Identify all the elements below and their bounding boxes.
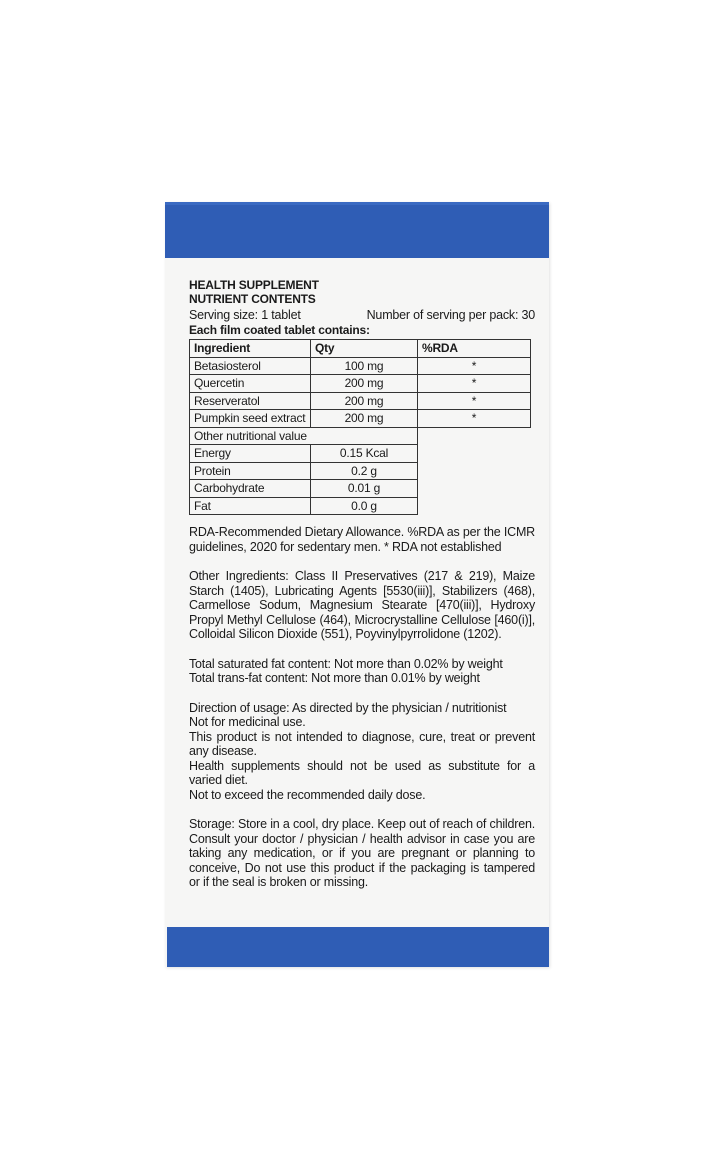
table-row-other-label [190,427,531,445]
other-nutritional-label: Other nutritional value [190,427,418,445]
table-row [190,480,531,498]
rda-note: RDA-Recommended Dietary Allowance. %RDA as per the ICMR guidelines, 2020 for sedentary men. * RDA not established [189,525,535,554]
nutrient-table [189,339,531,515]
ingredient-rda: * [418,375,531,393]
ingredient-qty: 200 mg [311,392,418,410]
nutrition-qty: 0.2 g [311,462,418,480]
ingredient-name: Quercetin [190,375,311,393]
nutrition-name: Energy [190,445,311,463]
fat-content-section [189,657,535,686]
serving-row [189,308,535,323]
ingredient-qty: 200 mg [311,410,418,428]
other-ingredients: Other Ingredients: Class II Preservatives (217 & 219), Maize Starch (1405), Lubricating Agents [5530(iii)], Stabilizers (468), Carmellose Sodum, Magnesium Stearate [470(iii)], Hydroxy Propyl Methyl Cellulose (464), Microcrystalline Cellulose [460(i)], Colloidal Silicon Dioxide (551), Poyvinylpyrrolidone (1202). [189,569,535,641]
table-row [190,462,531,480]
table-row [190,357,531,375]
storage-instructions: Storage: Store in a cool, dry place. Keep out of reach of children. Consult your doctor / physician / health advisor in case you are taking any medication, or if you are pregnant or planning to conceive, Do not use this product if the packaging is tampered or if the seal is broken or missing. [189,817,535,889]
servings-per-pack: Number of serving per pack: 30 [366,308,535,322]
header-rda: %RDA [418,340,531,358]
usage-substitute-warning: Health supplements should not be used as substitute for a varied diet. [189,758,535,787]
nutrition-qty: 0.15 Kcal [311,445,418,463]
product-box-side-panel [165,202,549,967]
nutrition-name: Protein [190,462,311,480]
table-row [190,445,531,463]
usage-direction: Direction of usage: As directed by the physician / nutritionist [189,700,507,715]
title-line-2: NUTRIENT CONTENTS [189,292,316,306]
ingredient-qty: 200 mg [311,375,418,393]
each-tablet-heading: Each film coated tablet contains: [189,322,370,337]
top-blue-band [165,202,549,258]
trans-fat-line: Total trans-fat content: Not more than 0.01% by weight [189,671,480,685]
table-row [190,497,531,515]
usage-not-medicinal: Not for medicinal use. [189,715,306,729]
ingredient-name: Reserveratol [190,392,311,410]
label-content [189,278,535,890]
usage-disclaimer: This product is not intended to diagnose, cure, treat or prevent any disease. [189,729,535,758]
usage-section [189,701,535,803]
bottom-blue-band [167,927,549,967]
table-header-row [190,340,531,358]
table-row [190,375,531,393]
nutrition-name: Carbohydrate [190,480,311,498]
usage-dose-warning: Not to exceed the recommended daily dose. [189,787,426,802]
ingredient-name: Betasiosterol [190,357,311,375]
ingredient-name: Pumpkin seed extract [190,410,311,428]
nutrition-qty: 0.01 g [311,480,418,498]
nutrition-name: Fat [190,497,311,515]
header-ingredient: Ingredient [190,340,311,358]
ingredient-rda: * [418,410,531,428]
label-title [189,278,535,306]
header-qty: Qty [311,340,418,358]
ingredient-rda: * [418,392,531,410]
saturated-fat-line: Total saturated fat content: Not more than 0.02% by weight [189,656,503,671]
ingredient-rda: * [418,357,531,375]
nutrition-qty: 0.0 g [311,497,418,515]
table-row [190,410,531,428]
table-row [190,392,531,410]
ingredient-qty: 100 mg [311,357,418,375]
serving-size: Serving size: 1 tablet [189,308,301,322]
title-line-1: HEALTH SUPPLEMENT [189,278,319,292]
